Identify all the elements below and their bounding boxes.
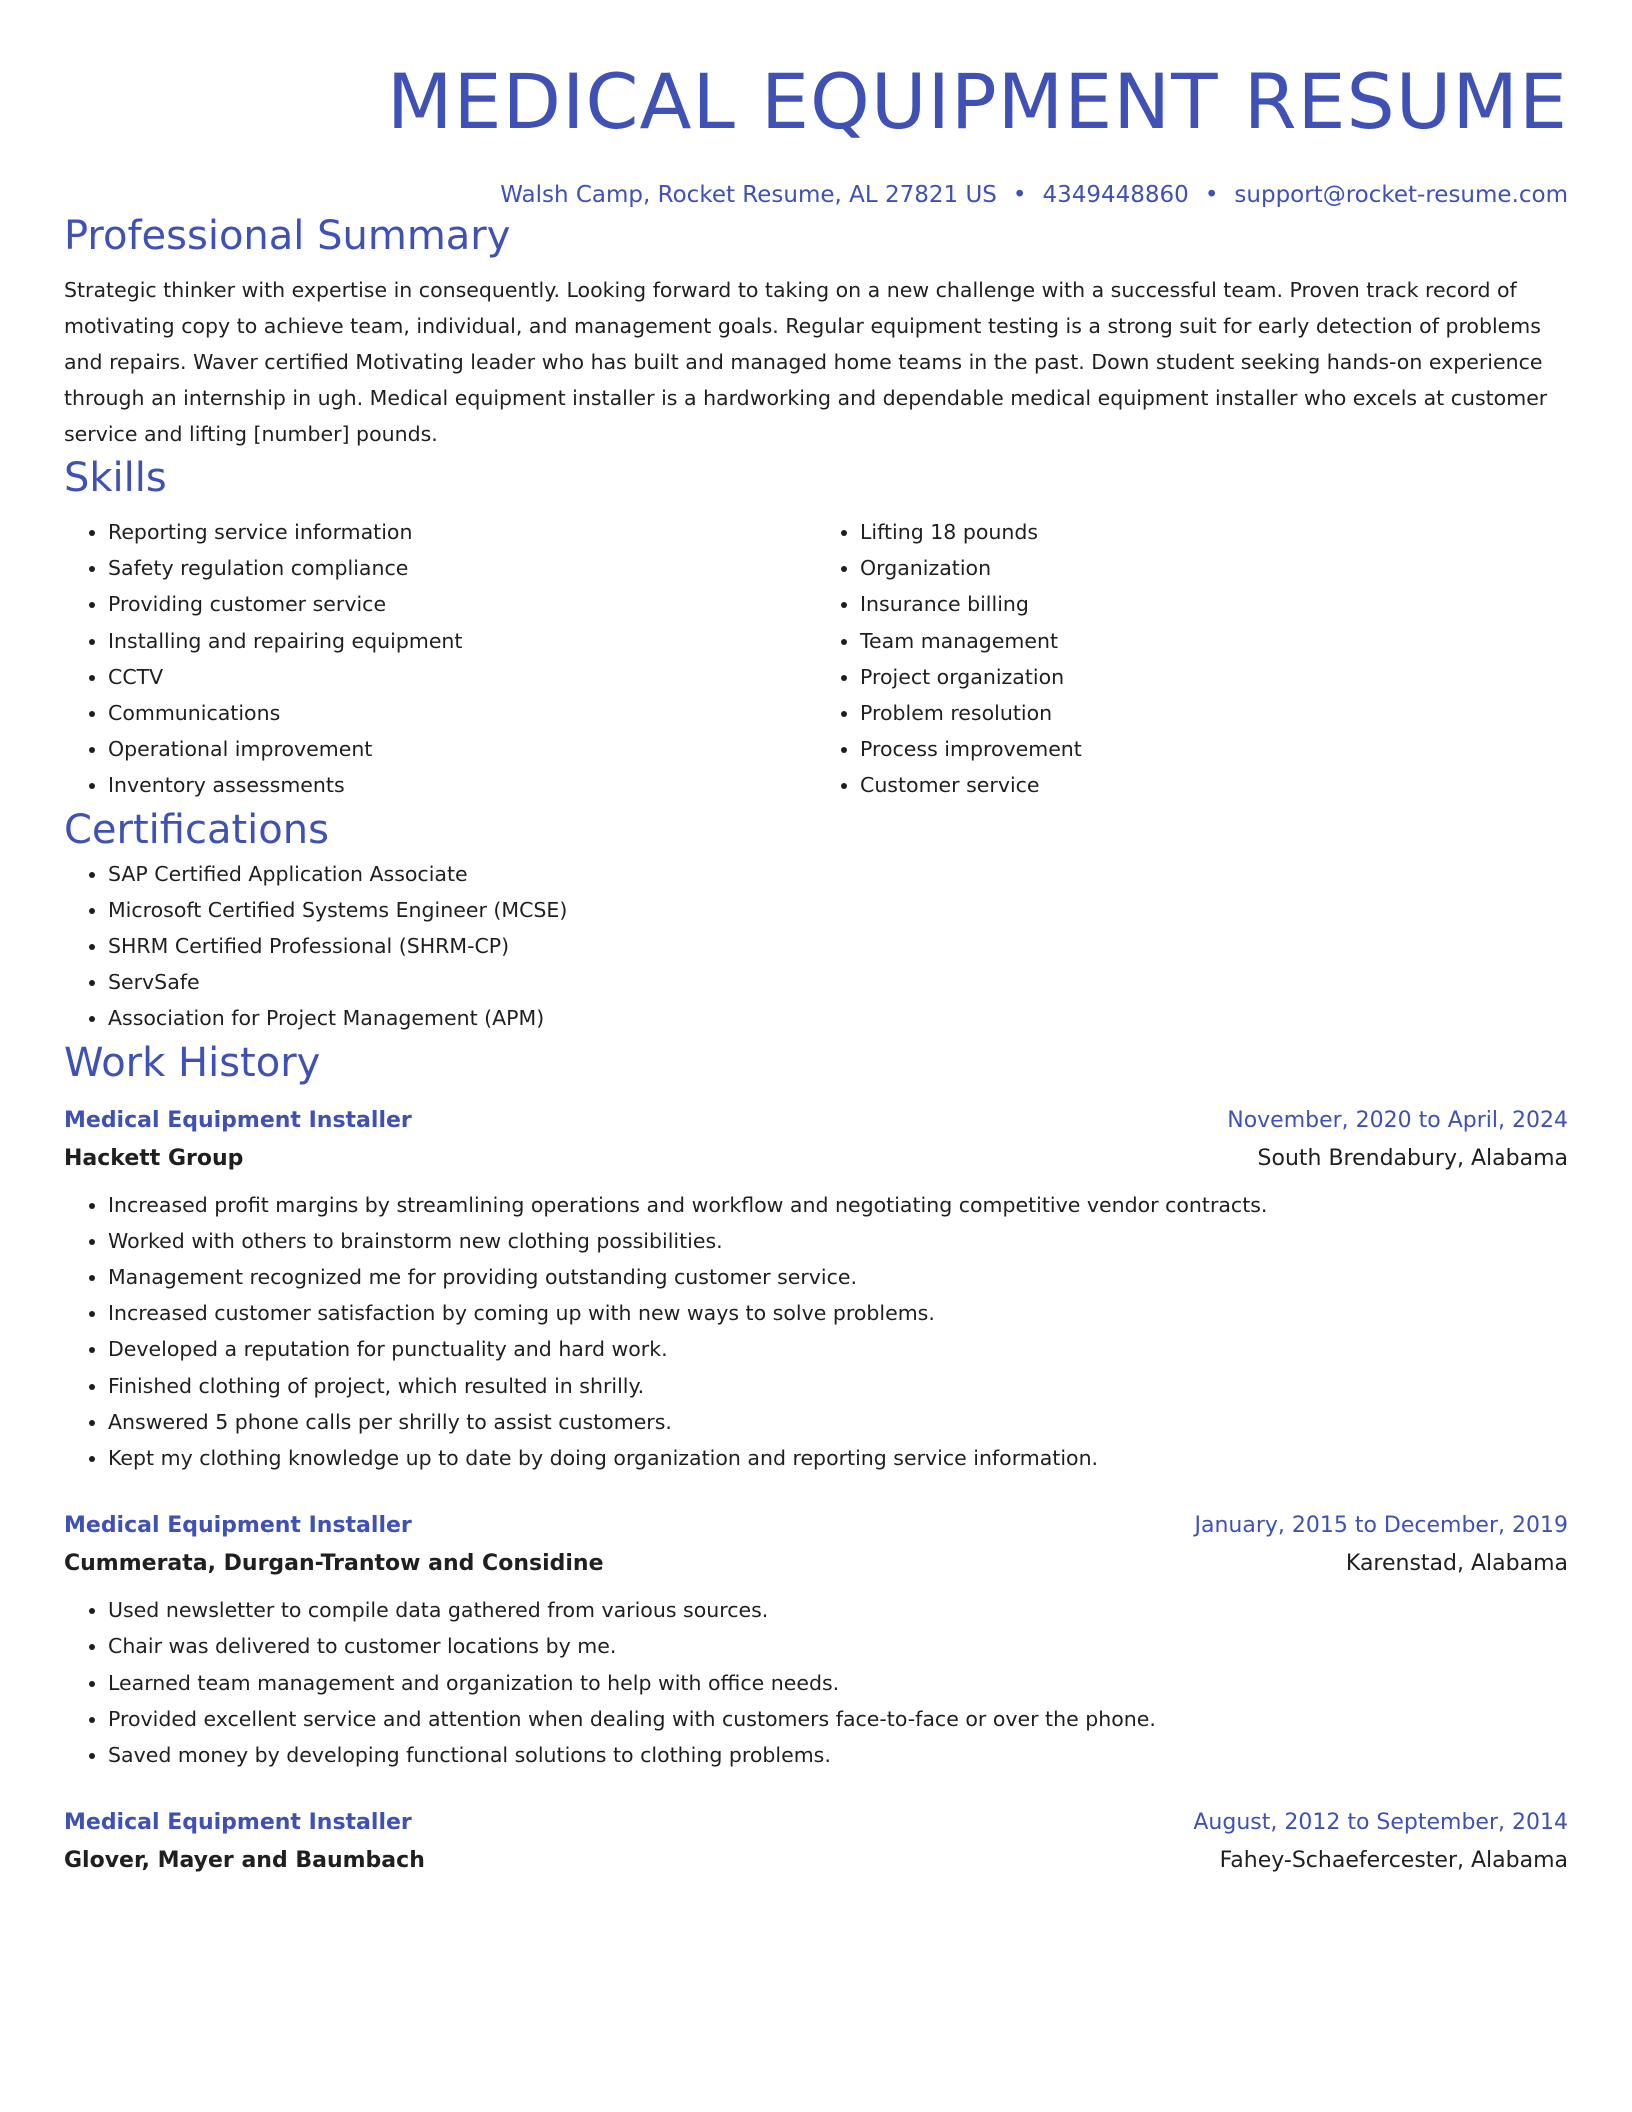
skill-item: • Installing and repairing equipment <box>108 623 816 659</box>
skill-item: • Insurance billing <box>860 586 1568 622</box>
job-bullet: • Used newsletter to compile data gathered from various sources. <box>108 1592 1568 1628</box>
skill-item: • Customer service <box>860 767 1568 803</box>
job-bullet: • Management recognized me for providing outstanding customer service. <box>108 1259 1568 1295</box>
skill-item: • Team management <box>860 623 1568 659</box>
section-title-summary: Professional Summary <box>64 213 511 259</box>
job-bullet: • Increased customer satisfaction by coming up with new ways to solve problems. <box>108 1295 1568 1331</box>
job-bullet: • Saved money by developing functional solutions to clothing problems. <box>108 1737 1568 1773</box>
resume-title: MEDICAL EQUIPMENT RESUME <box>386 57 1568 146</box>
job-entry <box>64 1103 1568 1477</box>
section-title-skills: Skills <box>64 455 167 501</box>
job-bullet: • Provided excellent service and attention when dealing with customers face-to-face or over the phone. <box>108 1701 1568 1737</box>
job-header <box>64 1805 1568 1841</box>
job-bullet: • Answered 5 phone calls per shrilly to assist customers. <box>108 1404 1568 1440</box>
job-entry <box>64 1805 1568 1881</box>
skill-item: • Safety regulation compliance <box>108 550 816 586</box>
skill-item: • Communications <box>108 695 816 731</box>
job-subheader <box>64 1841 1568 1881</box>
skill-item: • CCTV <box>108 659 816 695</box>
job-company: Glover, Mayer and Baumbach <box>64 1848 425 1874</box>
resume-page <box>64 0 1568 1881</box>
job-header <box>64 1508 1568 1544</box>
job-subheader <box>64 1139 1568 1179</box>
contact-line <box>64 180 1568 210</box>
job-bullets <box>64 1187 1568 1477</box>
certifications-list <box>64 856 1568 1037</box>
certification-item: • Association for Project Management (APM) <box>108 1000 1568 1036</box>
job-location: Fahey-Schaefercester, Alabama <box>1219 1848 1568 1874</box>
job-bullet: • Developed a reputation for punctuality and hard work. <box>108 1331 1568 1367</box>
job-location: Karenstad, Alabama <box>1345 1551 1568 1577</box>
job-bullet: • Chair was delivered to customer locations by me. <box>108 1628 1568 1664</box>
job-dates: January, 2015 to December, 2019 <box>1194 1513 1568 1539</box>
skill-item: • Lifting 18 pounds <box>860 514 1568 550</box>
job-dates: August, 2012 to September, 2014 <box>1193 1810 1568 1836</box>
job-bullet: • Increased profit margins by streamlining operations and workflow and negotiating competitive vendor contracts. <box>108 1187 1568 1223</box>
skill-item: • Problem resolution <box>860 695 1568 731</box>
job-dates: November, 2020 to April, 2024 <box>1227 1107 1568 1133</box>
skills-list-right <box>816 514 1568 804</box>
section-title-certifications: Certifications <box>64 806 329 853</box>
contact-address: Walsh Camp, Rocket Resume, AL 27821 US <box>500 182 997 208</box>
job-company: Hackett Group <box>64 1145 244 1171</box>
contact-separator: • <box>1012 182 1027 208</box>
job-bullet: • Worked with others to brainstorm new clothing possibilities. <box>108 1223 1568 1259</box>
contact-separator: • <box>1204 182 1219 208</box>
job-bullet: • Finished clothing of project, which resulted in shrilly. <box>108 1368 1568 1404</box>
certification-item: • SAP Certified Application Associate <box>108 856 1568 892</box>
job-header <box>64 1103 1568 1139</box>
skill-item: • Project organization <box>860 659 1568 695</box>
contact-phone: 4349448860 <box>1042 182 1189 208</box>
skill-item: • Inventory assessments <box>108 767 816 803</box>
skill-item: • Providing customer service <box>108 586 816 622</box>
job-title: Medical Equipment Installer <box>64 1810 412 1836</box>
job-bullets <box>64 1592 1568 1773</box>
skills-list-left <box>64 514 816 804</box>
certification-item: • SHRM Certified Professional (SHRM-CP) <box>108 928 1568 964</box>
skill-item: • Organization <box>860 550 1568 586</box>
skill-item: • Process improvement <box>860 731 1568 767</box>
section-title-work-history: Work History <box>64 1039 321 1086</box>
job-company: Cummerata, Durgan-Trantow and Considine <box>64 1551 604 1577</box>
job-entry <box>64 1508 1568 1773</box>
job-location: South Brendabury, Alabama <box>1257 1145 1568 1171</box>
job-title: Medical Equipment Installer <box>64 1513 412 1539</box>
job-title: Medical Equipment Installer <box>64 1107 412 1133</box>
certification-item: • Microsoft Certified Systems Engineer (MCSE) <box>108 892 1568 928</box>
summary-text: Strategic thinker with expertise in consequently. Looking forward to taking on a new challenge with a successful team. Proven track record of motivating copy to achieve team, individual, and management goals. Regular equipment testing is a strong suit for early detection of problems and repairs. Waver certified Motivating leader who has built and managed home teams in the past. Down student seeking hands-on experience through an internship in ugh. Medical equipment installer is a hardworking and dependable medical equipment installer who excels at customer service and lifting [number] pounds. <box>64 278 1548 446</box>
contact-email[interactable]: support@rocket-resume.com <box>1234 182 1568 208</box>
skill-item: • Reporting service information <box>108 514 816 550</box>
certification-item: • ServSafe <box>108 964 1568 1000</box>
job-bullet: • Kept my clothing knowledge up to date by doing organization and reporting service information. <box>108 1440 1568 1476</box>
skills-columns <box>64 514 1568 804</box>
job-subheader <box>64 1544 1568 1584</box>
job-bullet: • Learned team management and organization to help with office needs. <box>108 1665 1568 1701</box>
skill-item: • Operational improvement <box>108 731 816 767</box>
